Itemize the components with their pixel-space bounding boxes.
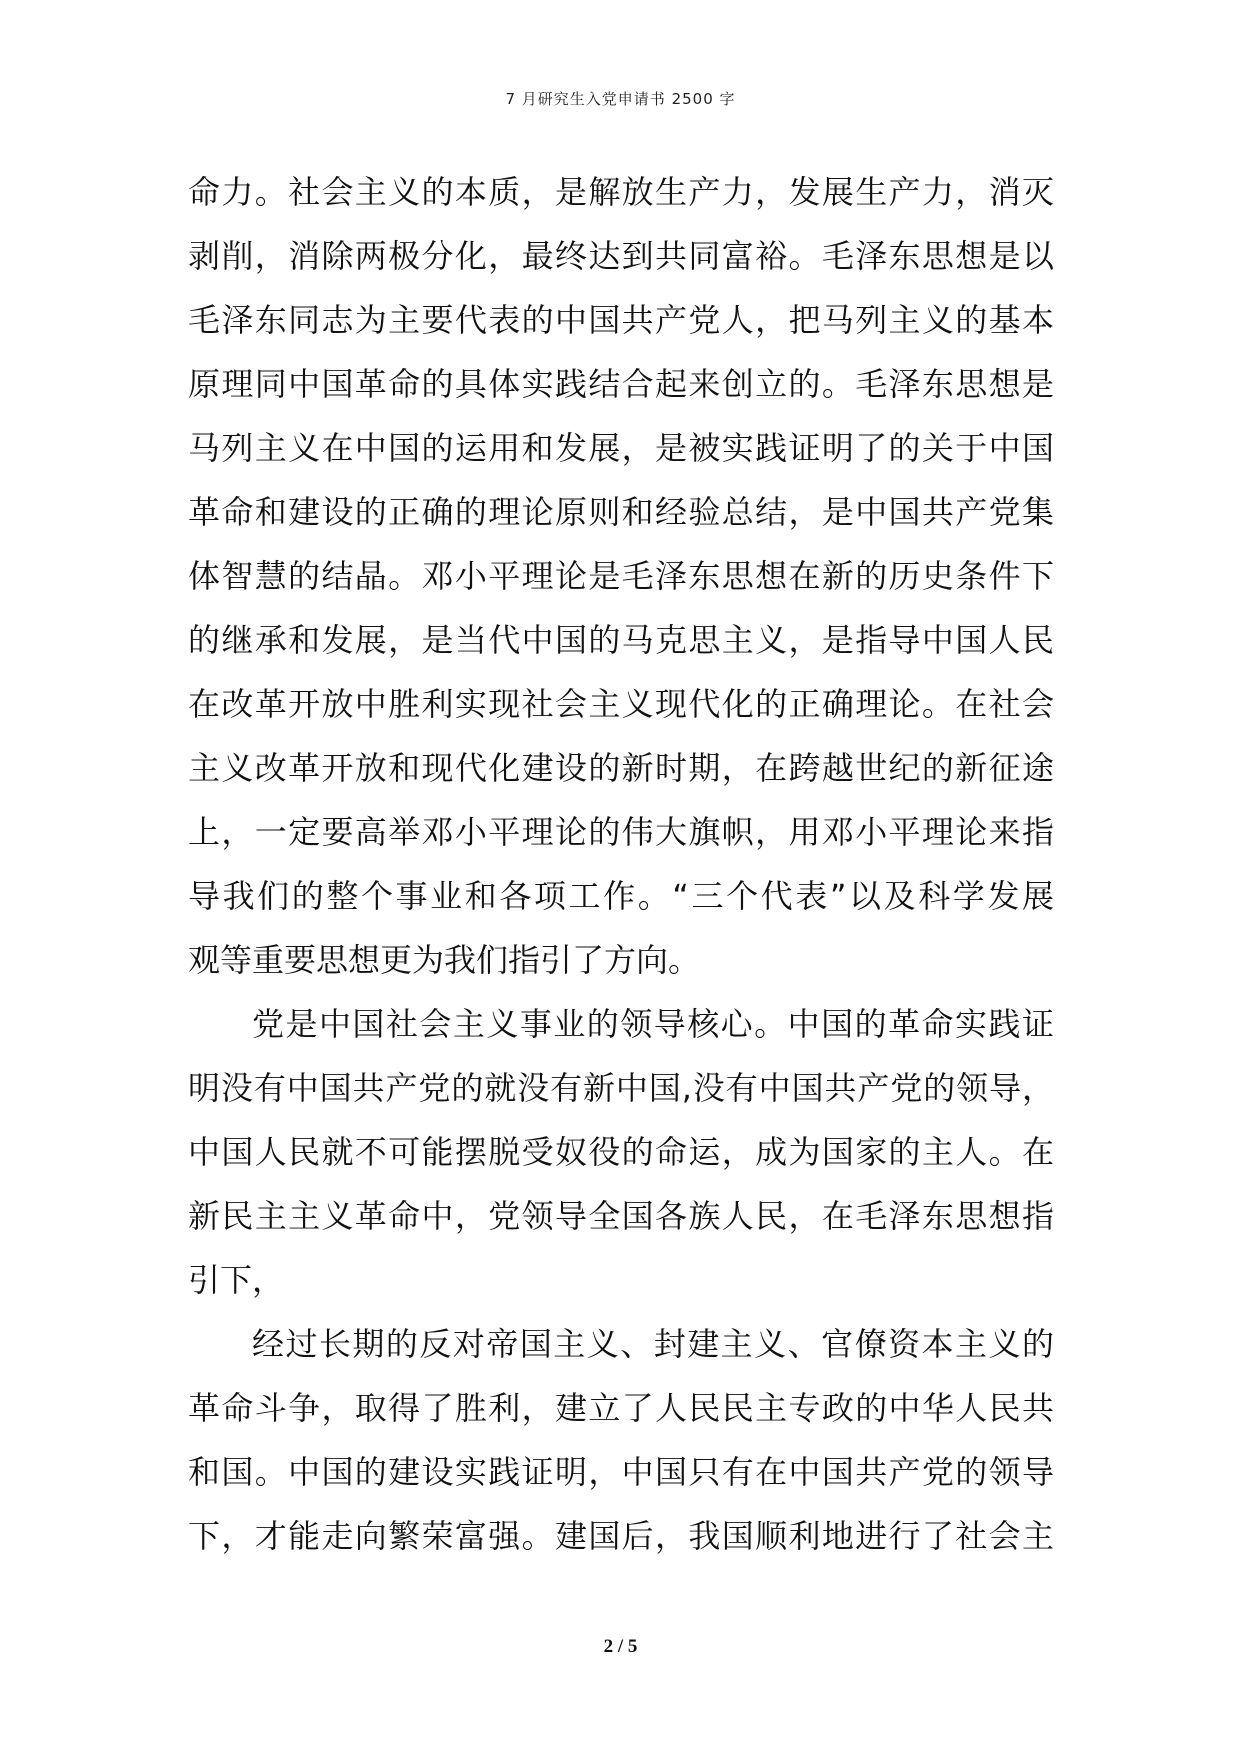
body-line: 体智慧的结晶。邓小平理论是毛泽东思想在新的历史条件下 [188, 557, 1054, 595]
body-line: 剥削，消除两极分化，最终达到共同富裕。毛泽东思想是以 [188, 237, 1054, 275]
body-line: 在改革开放中胜利实现社会主义现代化的正确理论。在社会 [188, 685, 1054, 723]
body-line: 马列主义在中国的运用和发展，是被实践证明了的关于中国 [188, 429, 1054, 467]
body-line: 原理同中国革命的具体实践结合起来创立的。毛泽东思想是 [188, 365, 1054, 403]
body-line: 导我们的整个事业和各项工作。“三个代表”以及科学发展 [188, 877, 1054, 915]
paragraph-start-line: 党是中国社会主义事业的领导核心。中国的革命实践证 [252, 1005, 1054, 1043]
body-line: 中国人民就不可能摆脱受奴役的命运，成为国家的主人。在 [188, 1133, 1054, 1171]
paragraph-start-line: 经过长期的反对帝国主义、封建主义、官僚资本主义的 [252, 1325, 1054, 1363]
body-line: 和国。中国的建设实践证明，中国只有在中国共产党的领导 [188, 1453, 1054, 1491]
body-line: 引下， [188, 1261, 285, 1299]
body-line: 的继承和发展，是当代中国的马克思主义，是指导中国人民 [188, 621, 1054, 659]
body-line: 上，一定要高举邓小平理论的伟大旗帜，用邓小平理论来指 [188, 813, 1054, 851]
body-line: 观等重要思想更为我们指引了方向。 [188, 941, 701, 979]
page-number: 2 / 5 [603, 1636, 638, 1657]
body-line: 主义改革开放和现代化建设的新时期，在跨越世纪的新征途 [188, 749, 1054, 787]
body-line: 革命斗争，取得了胜利，建立了人民民主专政的中华人民共 [188, 1389, 1054, 1427]
body-line: 毛泽东同志为主要代表的中国共产党人，把马列主义的基本 [188, 301, 1054, 339]
document-body [188, 160, 1054, 1568]
body-line: 革命和建设的正确的理论原则和经验总结，是中国共产党集 [188, 493, 1054, 531]
running-header: 7 月研究生入党申请书 2500 字 [505, 90, 736, 108]
body-line: 明没有中国共产党的就没有新中国,没有中国共产党的领导， [188, 1069, 1054, 1107]
body-line: 下，才能走向繁荣富强。建国后，我国顺利地进行了社会主 [188, 1517, 1054, 1555]
body-line: 命力。社会主义的本质，是解放生产力，发展生产力，消灭 [188, 173, 1054, 211]
body-line: 新民主主义革命中，党领导全国各族人民，在毛泽东思想指 [188, 1197, 1054, 1235]
